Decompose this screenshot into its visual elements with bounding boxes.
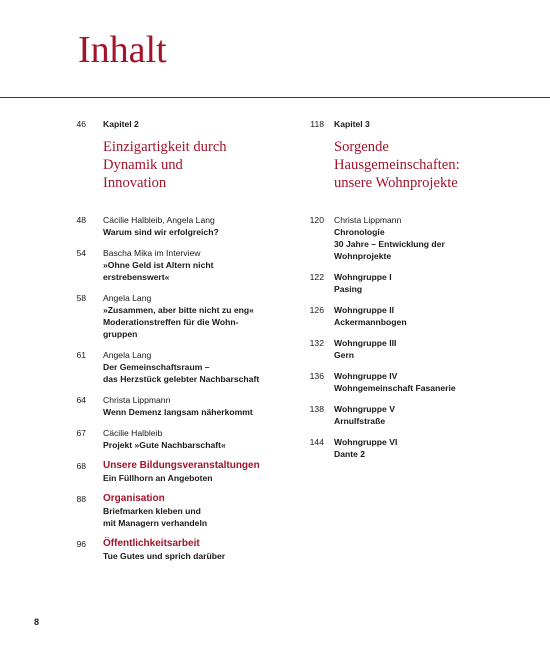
entry-author: Cäcilie Halbleib, Angela Lang: [103, 215, 215, 225]
chapter-heading[interactable]: [305, 118, 525, 192]
toc-entry[interactable]: [305, 337, 525, 361]
toc-entry[interactable]: [305, 370, 525, 394]
entry-page-number: 67: [76, 428, 86, 438]
toc-entry[interactable]: [64, 349, 278, 385]
entry-author: Christa Lippmann: [334, 215, 402, 225]
toc-entry[interactable]: [64, 493, 278, 529]
entry-page-number: 132: [309, 338, 324, 348]
entry-title: Ackermannbogen: [334, 317, 407, 327]
entry-page-number: 138: [309, 404, 324, 414]
entry-title: Dante 2: [334, 449, 366, 459]
toc-entry[interactable]: [64, 394, 278, 418]
chapter-page-number: 118: [310, 119, 324, 129]
entry-title: Tue Gutes und sprich darüber: [103, 551, 226, 561]
toc-entry[interactable]: [64, 247, 278, 283]
entry-title: Ein Füllhorn an Angeboten: [103, 473, 213, 483]
chapter-label: Kapitel 3: [334, 119, 370, 129]
entry-author: Angela Lang: [103, 350, 152, 360]
entry-page-number: 122: [309, 272, 324, 282]
entry-title: 30 Jahre – Entwicklung der: [334, 239, 445, 249]
entry-section-title: Öffentlichkeitsarbeit: [103, 538, 200, 549]
entry-title: gruppen: [103, 329, 138, 339]
entry-title: Wohngruppe II: [334, 305, 394, 315]
toc-entry[interactable]: [64, 460, 278, 484]
entry-page-number: 54: [76, 248, 86, 258]
toc-column-right: [305, 118, 525, 460]
entry-title: »Zusammen, aber bitte nicht zu eng«: [103, 305, 254, 315]
title-divider: [0, 97, 550, 98]
entry-page-number: 120: [309, 215, 324, 225]
entry-page-number: 126: [309, 305, 324, 315]
toc-entry[interactable]: [64, 538, 278, 562]
entry-title: Wohngemeinschaft Fasanerie: [334, 383, 456, 393]
entry-page-number: 61: [76, 350, 86, 360]
entry-title: Wenn Demenz langsam näherkommt: [103, 407, 253, 417]
toc-entry[interactable]: [64, 214, 278, 238]
entry-author: Christa Lippmann: [103, 395, 171, 405]
entry-title: Wohnprojekte: [334, 251, 392, 261]
chapter-heading[interactable]: [64, 118, 278, 192]
chapter-title: Sorgende Hausgemeinschaften: unsere Wohnprojekte: [334, 139, 460, 191]
entry-author: Angela Lang: [103, 293, 152, 303]
entry-page-number: 58: [76, 293, 86, 303]
toc-entry[interactable]: [305, 214, 525, 262]
entry-title: Briefmarken kleben und: [103, 506, 201, 516]
entry-page-number: 48: [76, 215, 86, 225]
page-title: Inhalt: [78, 29, 167, 71]
entry-title: Wohngruppe III: [334, 338, 397, 348]
toc-column-left: [64, 118, 278, 562]
toc-entry[interactable]: [305, 436, 525, 460]
entry-title: mit Managern verhandeln: [103, 518, 208, 528]
entry-page-number: 96: [76, 539, 86, 549]
chapter-title: Einzigartigkeit durch Dynamik und Innovation: [103, 139, 227, 191]
entry-title: »Ohne Geld ist Altern nicht: [103, 260, 214, 270]
entry-author: Cäcilie Halbleib: [103, 428, 163, 438]
entry-page-number: 88: [76, 494, 86, 504]
entry-section-title: Organisation: [103, 493, 165, 504]
entry-title: Gern: [334, 350, 355, 360]
entry-page-number: 144: [309, 437, 324, 447]
entry-title: Der Gemeinschaftsraum –: [103, 362, 210, 372]
entry-title: Chronologie: [334, 227, 385, 237]
toc-entry[interactable]: [305, 271, 525, 295]
entry-title: Wohngruppe I: [334, 272, 392, 282]
entry-page-number: 68: [76, 461, 86, 471]
entry-title: Warum sind wir erfolgreich?: [103, 227, 219, 237]
entry-title: Arnulfstraße: [334, 416, 386, 426]
entry-title: Wohngruppe IV: [334, 371, 398, 381]
chapter-label: Kapitel 2: [103, 119, 139, 129]
entry-author: Bascha Mika im Interview: [103, 248, 201, 258]
entry-title: Projekt »Gute Nachbarschaft«: [103, 440, 226, 450]
toc-entry[interactable]: [305, 304, 525, 328]
toc-entry[interactable]: [64, 427, 278, 451]
entry-title: das Herzstück gelebter Nachbarschaft: [103, 374, 260, 384]
entry-title: erstrebenswert«: [103, 272, 170, 282]
chapter-page-number: 46: [76, 119, 86, 129]
entry-title: Wohngruppe V: [334, 404, 395, 414]
toc-entry[interactable]: [305, 403, 525, 427]
entry-title: Pasing: [334, 284, 363, 294]
toc-entry[interactable]: [64, 292, 278, 340]
entry-page-number: 64: [76, 395, 86, 405]
entry-title: Moderationstreffen für die Wohn-: [103, 317, 239, 327]
entry-section-title: Unsere Bildungsveranstaltungen: [103, 460, 260, 471]
page-number: 8: [34, 617, 40, 627]
entry-title: Wohngruppe VI: [334, 437, 398, 447]
entry-page-number: 136: [309, 371, 324, 381]
